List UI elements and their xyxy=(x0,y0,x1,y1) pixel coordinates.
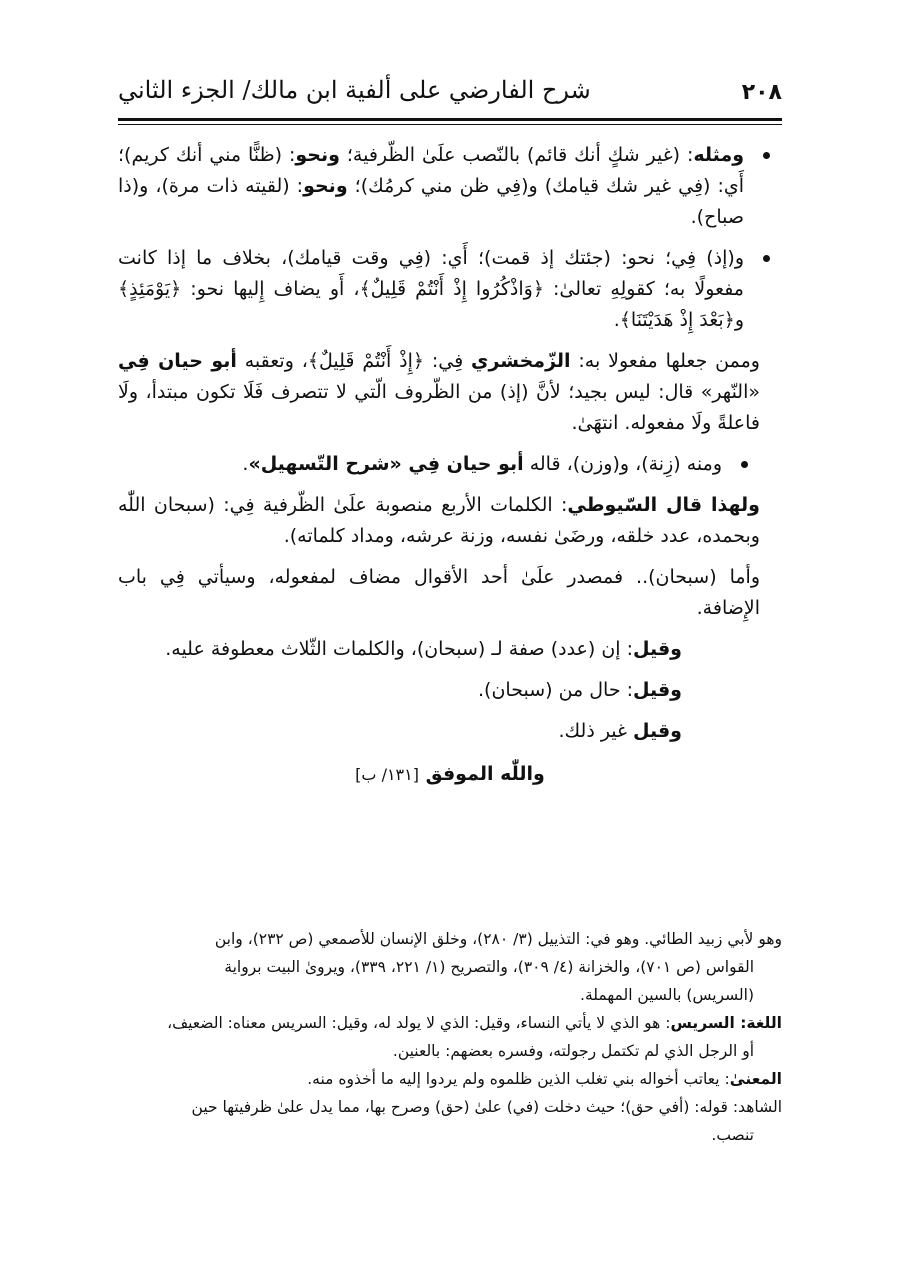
lead-word: وقيل xyxy=(633,679,682,701)
paragraph-zamakhshari xyxy=(118,346,782,439)
main-text xyxy=(118,140,782,800)
footnote-text: : هو الذي لا يأتي النساء، وقيل: الذي لا يولد له، وقيل: السريس معناه: الضعيف، xyxy=(167,1014,671,1032)
lead-word: ولهذا قال السّيوطي xyxy=(567,494,760,516)
opinion-2 xyxy=(118,675,782,706)
page-number: ٢٠٨ xyxy=(741,80,782,105)
footnote-line: القواس (ص ٧٠١)، والخزانة (٤/ ٣٠٩)، والتصريح (١/ ٢٢١، ٣٣٩)، ويروىٰ البيت برواية xyxy=(224,958,754,976)
paragraph-text: فِي: ﴿إِذْ أَنْتُمْ قَلِيلٌ﴾، وتعقبه xyxy=(236,350,472,372)
lead-word: ومثله xyxy=(693,144,745,166)
paragraph-suyuti xyxy=(118,490,782,552)
footnote-line: تنصب. xyxy=(711,1126,754,1144)
lead-word: وقيل xyxy=(633,638,682,660)
paragraph-text: «النّهر» قال: ليس بجيد؛ لأنَّ (إذ) من الظّروف الّتي لا تتصرف فَلَا تكون مبتدأ، ولَا فاعلةً ولَا مفعوله. انتهَىٰ. xyxy=(118,381,760,434)
bullet-icon xyxy=(763,152,770,159)
header-rule-thick xyxy=(118,118,782,121)
paragraph-text: : (ظنًّا مني أنك كريم)؛ أَي: (فِي غير شك قيامك) و(فِي ظن مني كرمُك)؛ xyxy=(118,144,745,197)
paragraph-text: ومنه (زِنة)، و(وزن)، قاله xyxy=(523,453,722,475)
lead-word: وقيل xyxy=(633,720,682,742)
footnote-line: وهو لأبي زبيد الطائي. وهو في: التذييل (٣/ ٢٨٠)، وخلق الإنسان للأصمعي (ص ٢٣٢)، وابن xyxy=(214,930,782,948)
paragraph-text: : إن (عدد) صفة لـ (سبحان)، والكلمات الثّلاث معطوفة عليه. xyxy=(165,638,634,660)
bullet-paragraph-1 xyxy=(118,140,782,233)
bullet-paragraph-2 xyxy=(118,243,782,336)
opinion-3 xyxy=(118,716,782,747)
page-header xyxy=(118,70,782,120)
closing-line xyxy=(118,759,782,790)
footnote-label: المعنىٰ xyxy=(729,1070,782,1088)
footnote-line: الشاهد: قوله: (أفي حق)؛ حيث دخلت (في) علىٰ (حق) وصرح بها، مما يدل علىٰ ظرفيتها حين xyxy=(191,1098,782,1116)
footnote-line xyxy=(118,1009,782,1037)
author-name: أبو حيان فِي xyxy=(118,350,237,372)
footnotes xyxy=(118,925,782,1149)
paragraph-text: غير ذلك. xyxy=(558,720,634,742)
running-title: شرح الفارضي على ألفية ابن مالك/ الجزء الثاني xyxy=(118,76,591,104)
author-name: أبو حيان فِي «شرح التّسهيل» xyxy=(248,453,524,475)
lead-word: ونحو xyxy=(303,175,348,197)
footnote-line: (السريس) بالسين المهملة. xyxy=(580,986,754,1004)
author-name: الزّمخشري xyxy=(471,350,571,372)
paragraph-text: . xyxy=(242,453,249,475)
paragraph-text: : (غير شكٍ أنك قائم) بالنّصب علَىٰ الظّرفية؛ xyxy=(339,144,694,166)
footnote-label: اللغة: السريس xyxy=(670,1014,782,1032)
header-rule-thin xyxy=(118,124,782,125)
paragraph-text: وأما (سبحان).. فمصدر علَىٰ أحد الأقوال مضاف لمفعوله، وسيأتي فِي باب الإِضافة. xyxy=(118,566,760,619)
paragraph-text: : (لقيته ذات مرة)، و(ذا صباح). xyxy=(118,175,744,228)
paragraph-text: : حال من (سبحان). xyxy=(478,679,634,701)
folio-reference: [١٣١/ ب] xyxy=(355,765,419,784)
paragraph-text: و(إذ) فِي؛ نحو: (جئتك إذ قمت)؛ أَي: (فِي وقت قيامك)، بخلاف ما إذا كانت مفعولًا به؛ كقولِهِ تعالىٰ: ﴿وَاذْكُرُوا إِذْ أَنْتُمْ قَلِيلٌ﴾، أَو يضاف إِليها نحو: ﴿يَوْمَئِذٍ﴾ و﴿بَعْدَ إِذْ هَدَيْتَنَا﴾. xyxy=(118,247,744,331)
bullet-icon xyxy=(763,255,770,262)
paragraph-text: وممن جعلها مفعولا به: xyxy=(570,350,760,372)
paragraph-subhan xyxy=(118,562,782,624)
footnote-text: : يعاتب أخواله بني تغلب الذين ظلموه ولم يردوا إليه ما أخذوه منه. xyxy=(307,1070,730,1088)
bullet-paragraph-3 xyxy=(118,449,782,480)
footnote-line xyxy=(118,1065,782,1093)
lead-word: ونحو xyxy=(295,144,340,166)
closing-text: واللّٰه الموفق xyxy=(425,763,545,785)
bullet-icon xyxy=(741,461,748,468)
footnote-line: أو الرجل الذي لم تكتمل رجولته، وفسره بعضهم: بالعنين. xyxy=(392,1042,754,1060)
opinion-1 xyxy=(118,634,782,665)
paragraph-text: : الكلمات الأربع منصوبة علَىٰ الظّرفية فِي: (سبحان اللّٰه وبحمده، عدد خلقه، ورضَىٰ نفسه، وزنة عرشه، ومداد كلماته). xyxy=(118,494,760,547)
